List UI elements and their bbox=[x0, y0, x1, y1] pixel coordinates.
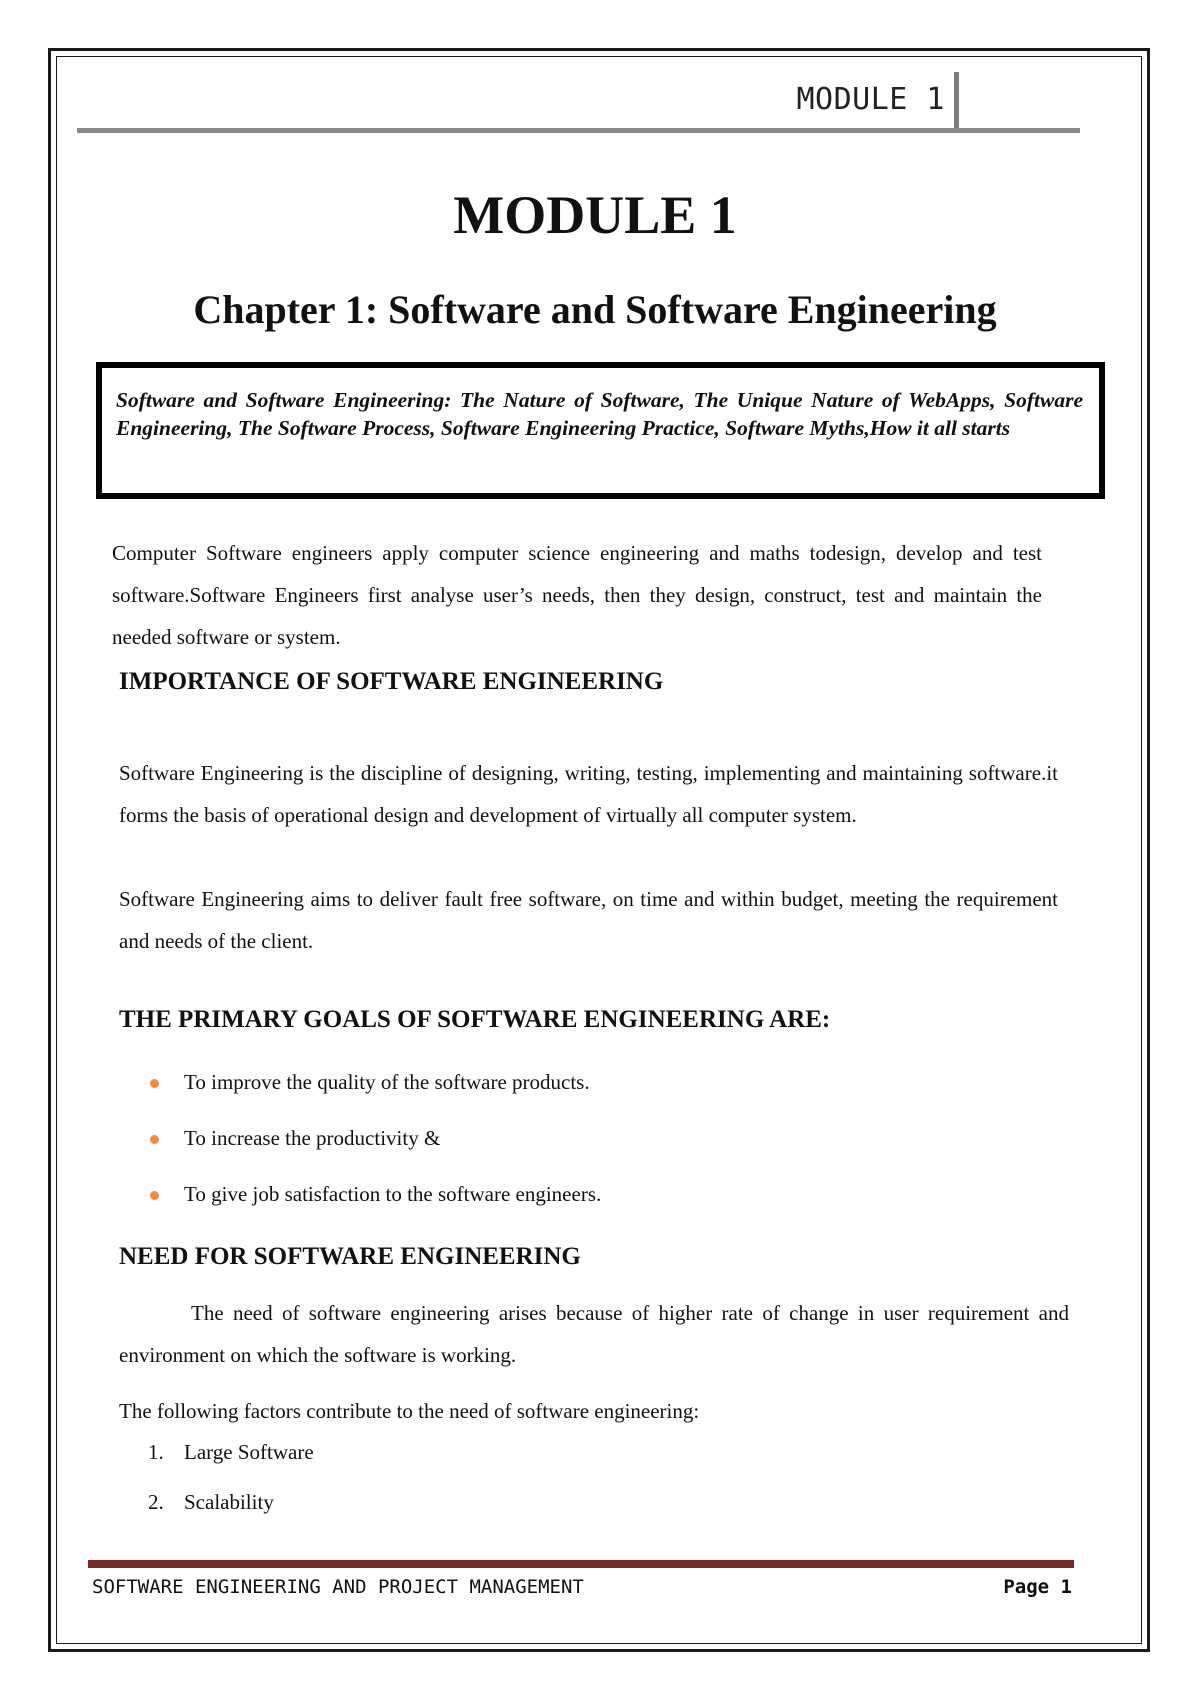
list-item bbox=[146, 1126, 601, 1182]
bullet-icon bbox=[150, 1135, 159, 1144]
footer-page-number: Page 1 bbox=[1003, 1576, 1072, 1598]
importance-heading: IMPORTANCE OF SOFTWARE ENGINEERING bbox=[119, 668, 664, 695]
importance-paragraph-1: Software Engineering is the discipline of designing, writing, testing, implementing and maintaining software.it forms the basis of operational design and development of virtually all computer system. bbox=[119, 761, 1058, 827]
goal-text: To improve the quality of the software products. bbox=[184, 1070, 590, 1094]
factor-text: Large Software bbox=[184, 1440, 314, 1464]
topics-box bbox=[96, 362, 1105, 499]
header-vertical-rule bbox=[954, 72, 959, 130]
need-heading: NEED FOR SOFTWARE ENGINEERING bbox=[119, 1243, 581, 1270]
list-number: 1. bbox=[148, 1440, 164, 1464]
bullet-icon bbox=[150, 1079, 159, 1088]
need-paragraph-1: The need of software engineering arises because of higher rate of change in user requirement and environment on which the software is working. bbox=[119, 1301, 1069, 1367]
intro-paragraph: Computer Software engineers apply computer science engineering and maths todesign, develop and test software.Software Engineers first analyse user’s needs, then they design, construct, test and maintain the needed software or system. bbox=[112, 541, 1042, 649]
factors-list bbox=[148, 1440, 314, 1540]
factor-text: Scalability bbox=[184, 1490, 274, 1514]
goal-text: To increase the productivity & bbox=[184, 1126, 441, 1150]
goal-text: To give job satisfaction to the software engineers. bbox=[184, 1182, 602, 1206]
list-item bbox=[146, 1182, 601, 1238]
goals-heading: THE PRIMARY GOALS OF SOFTWARE ENGINEERING ARE: bbox=[119, 1006, 831, 1033]
goals-list bbox=[146, 1070, 601, 1238]
chapter-title: Chapter 1: Software and Software Engineering bbox=[193, 287, 997, 332]
bullet-icon bbox=[150, 1191, 159, 1200]
page-title: MODULE 1 bbox=[453, 185, 737, 245]
header-rule bbox=[77, 128, 1080, 133]
list-number: 2. bbox=[148, 1490, 164, 1514]
need-paragraph-2: The following factors contribute to the need of software engineering: bbox=[119, 1399, 700, 1423]
footer-rule bbox=[88, 1560, 1074, 1568]
importance-paragraph-2: Software Engineering aims to deliver fault free software, on time and within budget, meeting the requirement and needs of the client. bbox=[119, 887, 1058, 953]
list-item bbox=[146, 1070, 601, 1126]
list-item bbox=[148, 1490, 314, 1540]
footer-course-title: SOFTWARE ENGINEERING AND PROJECT MANAGEMENT bbox=[92, 1576, 584, 1598]
running-header-module: MODULE 1 bbox=[796, 82, 945, 117]
list-item bbox=[148, 1440, 314, 1490]
topics-text: Software and Software Engineering: The Nature of Software, The Unique Nature of WebApps, Software Engineering, The Software Process, Software Engineering Practice, Software Myths,How it all starts bbox=[116, 388, 1083, 440]
